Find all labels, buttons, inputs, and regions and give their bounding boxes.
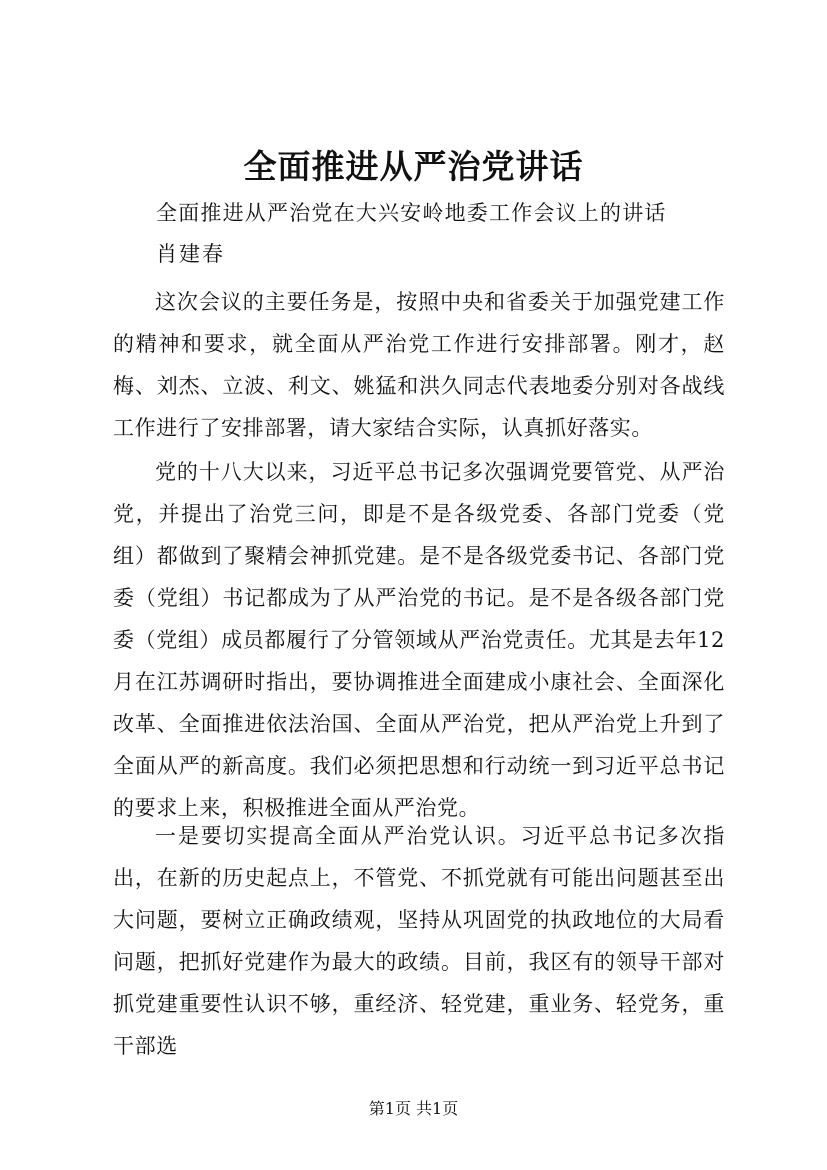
body-paragraph-3: 一是要切实提高全面从严治党认识。习近平总书记多次指出，在新的历史起点上，不管党、不抓党就有可能出问题甚至出大问题，要树立正确政绩观，坚持从巩固党的执政地位的大局看问题，把抓好党建作为最大的政绩。目前，我区有的领导干部对抓党建重要性认识不够，重经济、轻党建，重业务、轻党务，重干部选 <box>113 824 725 1058</box>
document-author: 肖建春 <box>156 242 225 266</box>
body-paragraph-1: 这次会议的主要任务是，按照中央和省委关于加强党建工作的精神和要求，就全面从严治党工作进行安排部署。刚才，赵梅、刘杰、立波、利文、姚猛和洪久同志代表地委分别对各战线工作进行了安排部署，请大家结合实际，认真抓好落实。 <box>113 290 725 440</box>
document-subtitle: 全面推进从严治党在大兴安岭地委工作会议上的讲话 <box>156 201 667 225</box>
document-title: 全面推进从严治党讲话 <box>243 147 584 186</box>
page-number-footer: 第1页 共1页 <box>368 1099 459 1118</box>
body-paragraph-2: 党的十八大以来，习近平总书记多次强调党要管党、从严治党，并提出了治党三问，即是不是各级党委、各部门党委（党组）都做到了聚精会神抓党建。是不是各级党委书记、各部门党委（党组）书记都成为了从严治党的书记。是不是各级各部门党委（党组）成员都履行了分管领域从严治党责任。尤其是去年12月在江苏调研时指出，要协调推进全面建成小康社会、全面深化改革、全面推进依法治国、全面从严治党，把从严治党上升到了全面从严的新高度。我们必须把思想和行动统一到习近平总书记的要求上来，积极推进全面从严治党。 <box>113 460 725 820</box>
